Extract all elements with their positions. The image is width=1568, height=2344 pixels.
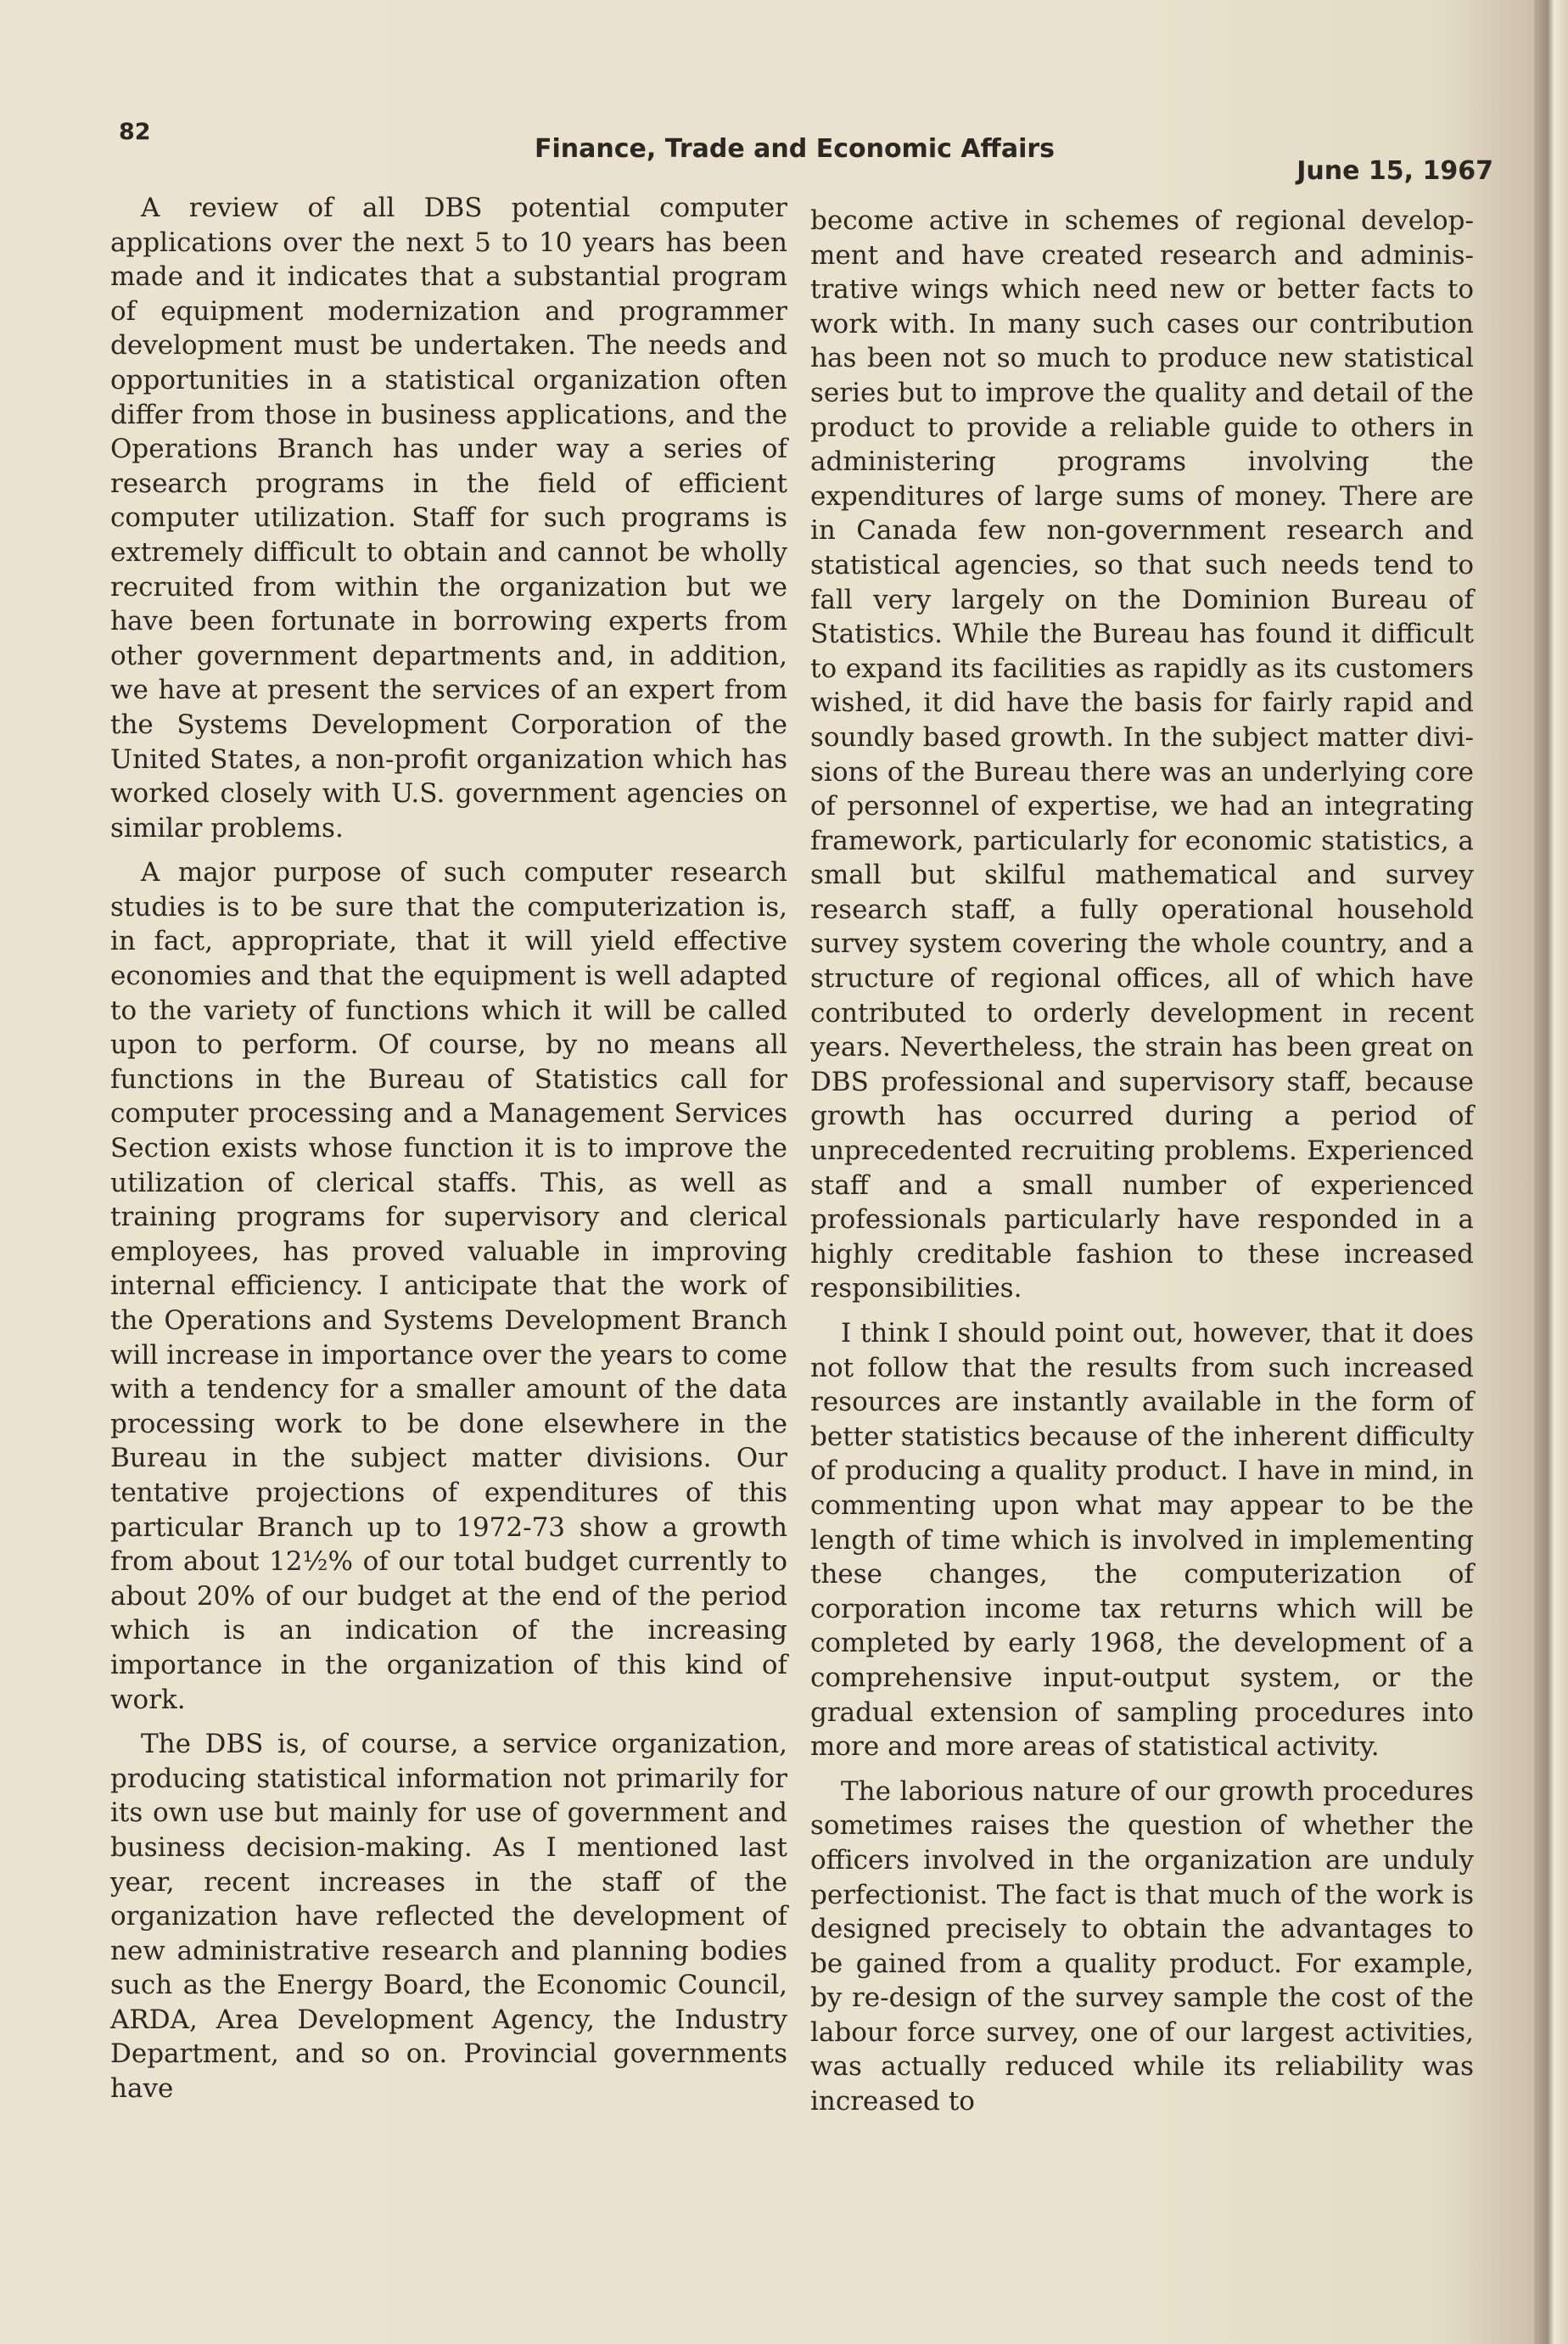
- page-number: 82: [119, 119, 151, 145]
- left-column: [110, 191, 787, 2117]
- page-binding-edge: [1534, 0, 1568, 2344]
- right-column: [810, 204, 1474, 2129]
- paragraph: A major purpose of such computer research studies is to be sure that the computerization is, in fact, appropriate, that it will yield effective economies and that the equipment is well adapted to the variety of functions which it will be called upon to perform. Of course, by no means all functions in the Bureau of Statistics call for computer processing and a Management Services Section exists whose function it is to improve the utilization of clerical staffs. This, as well as training programs for supervisory and clerical employees, has proved valuable in improving internal efficiency. I anticipate that the work of the Operations and Systems Development Branch will increase in importance over the years to come with a tendency for a smaller amount of the data processing work to be done elsewhere in the Bureau in the subject matter divisions. Our tentative projections of expenditures of this particular Branch up to 1972-73 show a growth from about 12½% of our total budget currently to about 20% of our budget at the end of the period which is an indication of the increasing importance in the organization of this kind of work.: [110, 857, 787, 1715]
- issue-date: June 15, 1967: [1296, 156, 1493, 186]
- page-header: [119, 112, 1493, 186]
- paragraph: The laborious nature of our growth procedures sometimes raises the question of whether the officers involved in the organization are unduly perfectionist. The fact is that much of the work is designed precisely to obtain the advantages to be gained from a quality product. For example, by re-design of the survey sample the cost of the labour force survey, one of our largest activities, was actually reduced while its reliability was increased to: [810, 1775, 1474, 2117]
- paragraph: I think I should point out, however, that it does not follow that the results from such increased resources are instantly available in the form of better statistics because of the inherent difficulty of producing a quality product. I have in mind, in commenting upon what may appear to be the length of time which is involved in implementing these changes, the computerization of corporation income tax returns which will be completed by early 1968, the development of a comprehensive input-output system, or the gradual extension of sampling procedures into more and more areas of statistical activity.: [810, 1318, 1474, 1763]
- running-title: Finance, Trade and Economic Affairs: [535, 134, 1056, 164]
- paragraph: The DBS is, of course, a service organization, producing statistical information not primarily for its own use but mainly for use of government and business decision-making. As I mentioned last year, recent increases in the staff of the organization have reflected the development of new administrative research and planning bodies such as the Energy Board, the Economic Council, ARDA, Area Development Agency, the Industry Department, and so on. Provincial governments have: [110, 1729, 787, 2105]
- paragraph-continuation: become active in schemes of regional development and have created research and administrative wings which need new or better facts to work with. In many such cases our contribution has been not so much to produce new statistical series but to improve the quality and detail of the product to provide a reliable guide to others in administering programs involving the expenditures of large sums of money. There are in Canada few non-government research and statistical agencies, so that such needs tend to fall very largely on the Dominion Bureau of Statistics. While the Bureau has found it difficult to expand its facilities as rapidly as its customers wished, it did have the basis for fairly rapid and soundly based growth. In the subject matter divisions of the Bureau there was an underlying core of personnel of expertise, we had an integrating framework, particularly for economic statistics, a small but skilful mathematical and survey research staff, a fully operational household survey system covering the whole country, and a structure of regional offices, all of which have contributed to orderly development in recent years. Nevertheless, the strain has been great on DBS professional and supervisory staff, because growth has occurred during a period of unprecedented recruiting problems. Experienced staff and a small number of experienced professionals particularly have responded in a highly creditable fashion to these increased responsibilities.: [810, 205, 1474, 1304]
- paragraph: A review of all DBS potential computer applications over the next 5 to 10 years has been made and it indicates that a substantial program of equipment modernization and programmer development must be undertaken. The needs and opportunities in a statistical organization often differ from those in business applications, and the Operations Branch has under way a series of research programs in the field of efficient computer utilization. Staff for such programs is extremely difficult to obtain and cannot be wholly recruited from within the organization but we have been fortunate in borrowing experts from other government departments and, in addition, we have at present the services of an expert from the Systems Development Corporation of the United States, a non-profit organization which has worked closely with U.S. government agencies on similar problems.: [110, 193, 787, 844]
